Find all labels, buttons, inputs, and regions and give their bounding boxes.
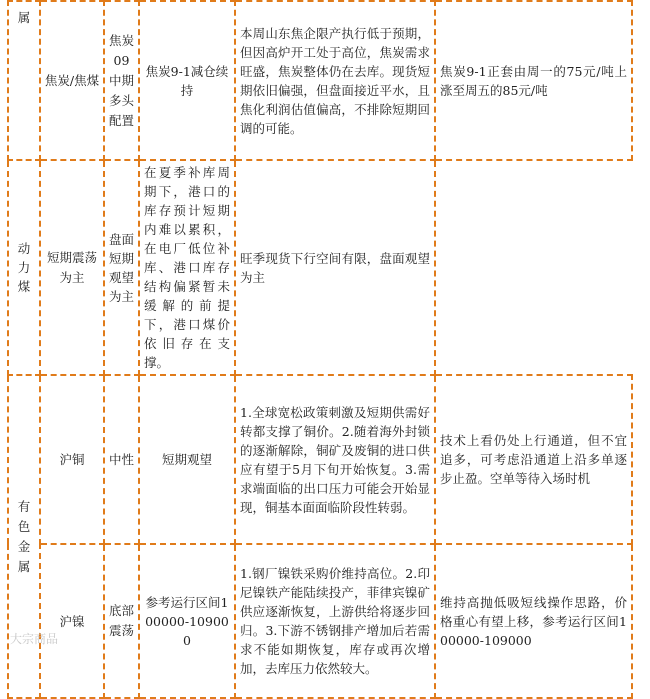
category-cell-black: 属 <box>8 1 40 160</box>
view-cell: 维持高抛低吸短线操作思路，价格重心有望上移，参考运行区间100000-109000 <box>435 544 632 698</box>
watermark: 大宗商品 <box>10 632 59 646</box>
logic-cell: 本周山东焦企限产执行低于预期，但因高炉开工处于高位，焦炭需求旺盛，焦炭整体仍在去库。现货短期依旧偏强，但盘面接近平水，且焦化利润估值偏高，不排除短期回调的可能。 <box>235 1 435 160</box>
direction-cell: 底部震荡 <box>104 544 139 698</box>
strategy-cell: 焦炭9-1减仓续持 <box>139 1 235 160</box>
category-cell-nonferrous: 有色金属 <box>8 375 40 698</box>
direction-cell: 短期震荡为主 <box>40 160 104 375</box>
strategy-cell: 盘面短期观望为主 <box>104 160 139 375</box>
view-cell: 焦炭9-1正套由周一的75元/吨上涨至周五的85元/吨 <box>435 1 632 160</box>
view-cell: 旺季现货下行空间有限，盘面观望为主 <box>235 160 435 375</box>
direction-cell: 中性 <box>104 375 139 544</box>
table-row-coke <box>8 1 632 160</box>
product-cell: 动力煤 <box>8 160 40 375</box>
product-cell: 焦炭/焦煤 <box>40 1 104 160</box>
strategy-table-container <box>7 0 631 676</box>
strategy-table <box>7 0 633 699</box>
strategy-cell: 参考运行区间100000-109000 <box>139 544 235 698</box>
table-row-copper <box>8 375 632 544</box>
table-row-thermal-coal <box>8 160 632 375</box>
strategy-cell: 短期观望 <box>139 375 235 544</box>
logic-cell: 1.全球宽松政策刺激及短期供需好转都支撑了铜价。2.随着海外封锁的逐渐解除，铜矿及废铜的进口供应有望于5月下旬开始恢复。3.需求端面临的出口压力可能会开始显现，铜基本面面临阶段性转弱。 <box>235 375 435 544</box>
product-cell: 沪镍 <box>40 544 104 698</box>
logic-cell: 在夏季补库周期下，港口的库存预计短期内难以累积，在电厂低位补库、港口库存结构偏紧暂未缓解的前提下，港口煤价依旧存在支撑。 <box>139 160 235 375</box>
direction-cell: 焦炭09中期多头配置 <box>104 1 139 160</box>
logic-cell: 1.钢厂镍铁采购价维持高位。2.印尼镍铁产能陆续投产，菲律宾镍矿供应逐渐恢复，上游供给将逐步回归。3.下游不锈钢排产增加后若需求不能如期恢复，库存或再次增加，去库压力依然较大。 <box>235 544 435 698</box>
product-cell: 沪铜 <box>40 375 104 544</box>
table-row-nickel <box>8 544 632 698</box>
view-cell: 技术上看仍处上行通道，但不宜追多，可考虑沿通道上沿多单逐步止盈。空单等待入场时机 <box>435 375 632 544</box>
